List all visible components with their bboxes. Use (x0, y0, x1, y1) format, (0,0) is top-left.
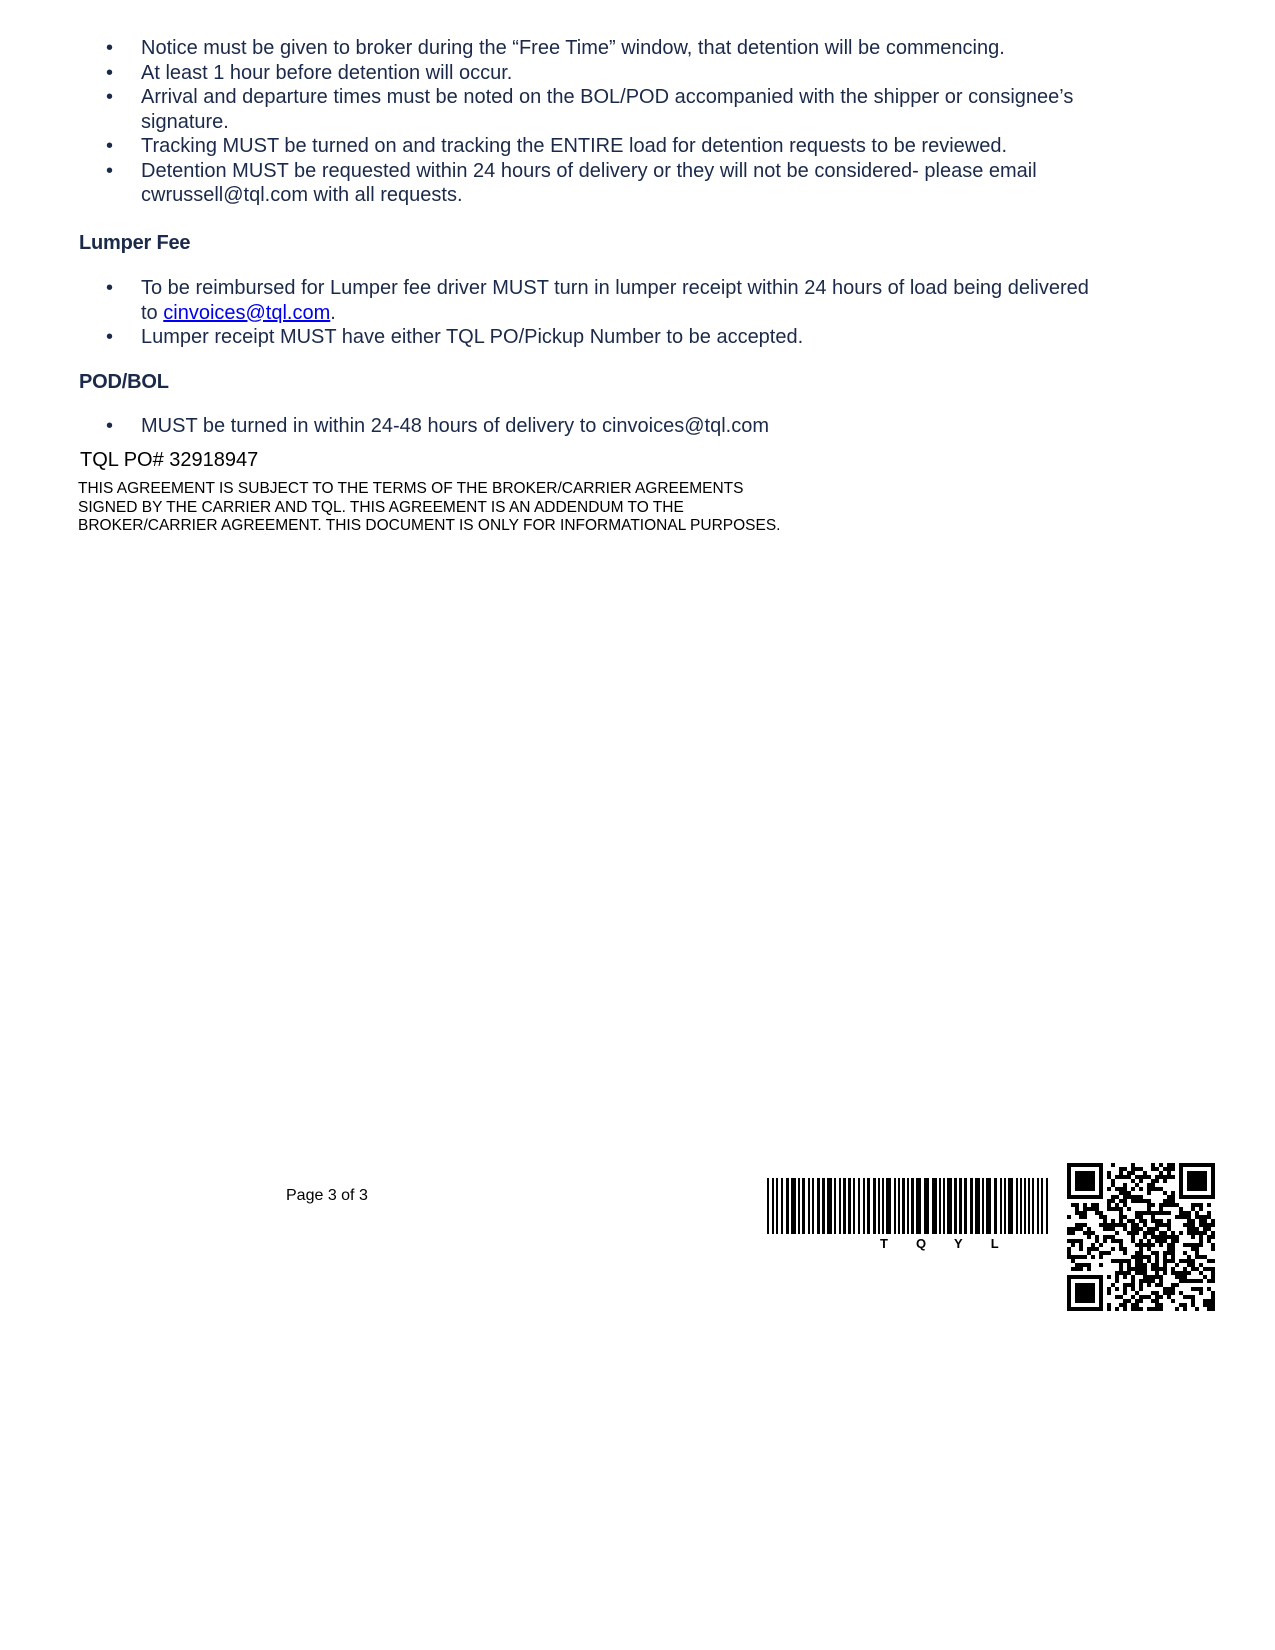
bullet: • (106, 86, 114, 108)
pod-bol-list (100, 414, 1100, 439)
list-item: • MUST be turned in within 24-48 hours of delivery to cinvoices@tql.com (106, 415, 769, 437)
cinvoices-email-link[interactable]: cinvoices@tql.com (163, 301, 331, 324)
bullet: • (106, 37, 114, 59)
page-number: Page 3 of 3 (286, 1187, 368, 1204)
bullet: • (106, 277, 114, 299)
agreement-disclaimer: THIS AGREEMENT IS SUBJECT TO THE TERMS OF THE BROKER/CARRIER AGREEMENTS SIGNED BY THE CARRIER AND TQL. THIS AGREEMENT IS AN ADDENDUM TO THE BROKER/CARRIER AGREEMENT. THIS DOCUMENT IS ONLY FOR INFORMATIONAL PURPOSES. (78, 480, 781, 534)
barcode-caption: TQYL (880, 1236, 1027, 1251)
list-item: • Tracking MUST be turned on and tracking the ENTIRE load for detention requests to be reviewed. (106, 135, 1008, 157)
list-item: • To be reimbursed for Lumper fee driver MUST turn in lumper receipt within 24 hours of load being delivered to cinvoices@tql.com. (106, 277, 1089, 324)
list-item: • Detention MUST be requested within 24 hours of delivery or they will not be considered- please email cwrussell@tql.com with all requests. (106, 159, 1037, 206)
list-item: • Notice must be given to broker during the “Free Time” window, that detention will be commencing. (106, 37, 1005, 59)
list-item: • At least 1 hour before detention will occur. (106, 61, 513, 84)
list-item: • Lumper receipt MUST have either TQL PO/Pickup Number to be accepted. (106, 326, 804, 348)
list-item: • Arrival and departure times must be noted on the BOL/POD accompanied with the shipper or consignee’s signature. (106, 86, 1074, 133)
bullet: • (106, 415, 114, 437)
bullet: • (106, 326, 114, 348)
pod-bol-heading: POD/BOL (79, 371, 169, 393)
detention-list (100, 36, 1100, 208)
barcode-image (767, 1178, 1052, 1234)
lumper-fee-heading: Lumper Fee (79, 232, 191, 254)
bullet: • (106, 159, 114, 182)
bullet: • (106, 61, 114, 84)
qr-code-image (1067, 1163, 1215, 1311)
po-number: TQL PO# 32918947 (80, 449, 259, 471)
bullet: • (106, 135, 114, 157)
lumper-fee-list (100, 276, 1100, 350)
